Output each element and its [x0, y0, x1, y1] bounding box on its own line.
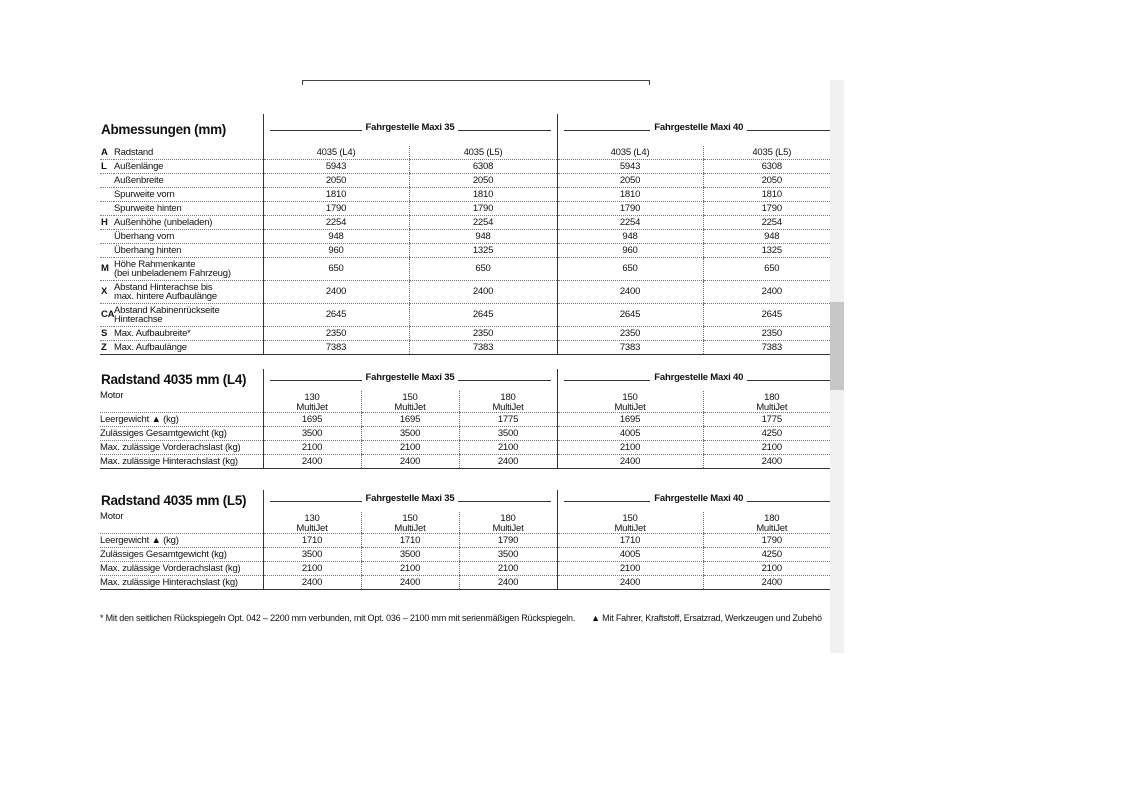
dimension-value: 2254 — [557, 216, 703, 230]
dimension-code — [100, 174, 114, 188]
dimensions-row — [100, 304, 830, 327]
weight-value: 2100 — [703, 441, 830, 455]
dimension-value: 1810 — [409, 188, 557, 202]
engine-power: 180 — [500, 392, 516, 403]
dimension-code: CA — [100, 304, 114, 327]
weight-value: 1695 — [263, 413, 361, 427]
wheelbase-l4-table — [100, 369, 830, 469]
engine-name: MultiJet — [756, 401, 788, 413]
dimension-value: 7383 — [263, 341, 409, 355]
dimension-code: H — [100, 216, 114, 230]
weight-value: 2100 — [557, 562, 703, 576]
dimension-label: Außenhöhe (unbeladen) — [114, 216, 263, 230]
dimension-value: 4035 (L5) — [409, 146, 557, 160]
dimension-label: Überhang vorn — [114, 230, 263, 244]
engine-name: MultiJet — [756, 522, 788, 534]
dimension-label-line2: Hinterachse — [114, 314, 163, 325]
weight-value: 2400 — [263, 455, 361, 469]
weight-value: 2400 — [459, 455, 557, 469]
engine-cell — [459, 391, 557, 413]
dimension-value: 2050 — [409, 174, 557, 188]
weight-value: 2400 — [361, 455, 459, 469]
dimension-label — [114, 304, 263, 327]
l4-weight-row — [100, 427, 830, 441]
dimension-value: 7383 — [703, 341, 830, 355]
dimension-value: 2645 — [703, 304, 830, 327]
engine-cell — [263, 391, 361, 413]
dimension-label: Spurweite vorn — [114, 188, 263, 202]
weight-value: 1710 — [263, 534, 361, 548]
dimension-code: S — [100, 327, 114, 341]
dimension-label: Überhang hinten — [114, 244, 263, 258]
dimensions-row — [100, 146, 830, 160]
l5-header-row — [100, 490, 830, 512]
weight-value: 2400 — [557, 455, 703, 469]
weight-value: 4005 — [557, 427, 703, 441]
l5-weight-row — [100, 534, 830, 548]
dimension-value: 6308 — [409, 160, 557, 174]
dimension-value: 948 — [557, 230, 703, 244]
engine-power: 150 — [402, 513, 418, 524]
dimension-label: Außenbreite — [114, 174, 263, 188]
engine-name: MultiJet — [394, 522, 426, 534]
wheelbase-l5-table — [100, 490, 830, 590]
dimensions-title: Abmessungen (mm) — [101, 122, 226, 137]
dimension-value: 2400 — [409, 281, 557, 304]
dimension-value: 1810 — [557, 188, 703, 202]
dimension-value: 650 — [703, 258, 830, 281]
l5-motor-row — [100, 512, 830, 534]
engine-name: MultiJet — [296, 401, 328, 413]
weight-value: 1695 — [557, 413, 703, 427]
dimension-label — [114, 281, 263, 304]
dimension-value: 2645 — [557, 304, 703, 327]
engine-cell — [703, 512, 830, 534]
dimension-value: 2645 — [409, 304, 557, 327]
dimension-value: 2350 — [557, 327, 703, 341]
dimensions-row — [100, 244, 830, 258]
dimension-value: 2254 — [409, 216, 557, 230]
dimension-value: 1790 — [703, 202, 830, 216]
engine-power: 130 — [304, 392, 320, 403]
dimensions-table — [100, 114, 830, 355]
dimension-code — [100, 230, 114, 244]
l4-group-maxi40: Fahrgestelle Maxi 40 — [557, 369, 830, 391]
vertical-scrollbar[interactable] — [830, 80, 844, 653]
engine-power: 130 — [304, 513, 320, 524]
dimension-value: 1790 — [557, 202, 703, 216]
dimension-label-line1: Abstand Hinterachse bis — [114, 281, 213, 293]
l4-weight-row — [100, 441, 830, 455]
engine-name: MultiJet — [614, 401, 646, 413]
dimension-label-line1: Abstand Kabinenrückseite — [114, 304, 220, 316]
weight-value: 3500 — [361, 427, 459, 441]
engine-power: 150 — [622, 513, 638, 524]
dimension-value: 6308 — [703, 160, 830, 174]
dimension-label-line2: (bei unbeladenem Fahrzeug) — [114, 268, 231, 279]
dimension-value: 5943 — [557, 160, 703, 174]
weight-label: Max. zulässige Hinterachslast (kg) — [100, 455, 263, 469]
dimension-value: 1325 — [703, 244, 830, 258]
weight-value: 1775 — [703, 413, 830, 427]
dimension-code — [100, 244, 114, 258]
weight-value: 4250 — [703, 427, 830, 441]
dimension-value: 2645 — [263, 304, 409, 327]
weight-value: 4250 — [703, 548, 830, 562]
weight-value: 1710 — [361, 534, 459, 548]
weight-value: 2100 — [361, 441, 459, 455]
dimension-value: 650 — [409, 258, 557, 281]
weight-value: 2100 — [263, 562, 361, 576]
engine-name: MultiJet — [296, 522, 328, 534]
dimension-code — [100, 188, 114, 202]
dimension-value: 5943 — [263, 160, 409, 174]
dimensions-row — [100, 327, 830, 341]
weight-value: 1710 — [557, 534, 703, 548]
dimension-value: 948 — [263, 230, 409, 244]
dimension-label: Max. Aufbaulänge — [114, 341, 263, 355]
footnote-curb-weight: ▲ Mit Fahrer, Kraftstoff, Ersatzrad, Werkzeugen und Zubehö — [591, 613, 822, 623]
dimension-value: 1790 — [409, 202, 557, 216]
dimension-value: 1810 — [703, 188, 830, 202]
engine-name: MultiJet — [492, 401, 524, 413]
dimension-label: Außenlänge — [114, 160, 263, 174]
weight-label: Zulässiges Gesamtgewicht (kg) — [100, 427, 263, 441]
l5-weight-row — [100, 562, 830, 576]
dimension-value: 650 — [263, 258, 409, 281]
engine-cell — [459, 512, 557, 534]
weight-value: 2400 — [557, 576, 703, 590]
weight-value: 2400 — [703, 455, 830, 469]
engine-power: 150 — [402, 392, 418, 403]
weight-value: 2100 — [361, 562, 459, 576]
footnotes — [100, 613, 830, 623]
weight-value: 2400 — [703, 576, 830, 590]
dimensions-row — [100, 341, 830, 355]
motor-label: Motor — [100, 512, 263, 534]
dimensions-row — [100, 188, 830, 202]
l4-title: Radstand 4035 mm (L4) — [101, 372, 247, 387]
engine-power: 180 — [764, 513, 780, 524]
scrollbar-thumb[interactable] — [830, 302, 844, 390]
l5-weight-row — [100, 548, 830, 562]
l5-group-maxi35: Fahrgestelle Maxi 35 — [263, 490, 557, 512]
engine-name: MultiJet — [492, 522, 524, 534]
engine-cell — [703, 391, 830, 413]
dimension-value: 1325 — [409, 244, 557, 258]
dimension-value: 2050 — [263, 174, 409, 188]
dimension-label: Radstand — [114, 146, 263, 160]
dimensions-row — [100, 160, 830, 174]
engine-cell — [361, 512, 459, 534]
weight-label: Max. zulässige Vorderachslast (kg) — [100, 441, 263, 455]
l4-weight-row — [100, 413, 830, 427]
weight-label: Zulässiges Gesamtgewicht (kg) — [100, 548, 263, 562]
dimensions-row — [100, 202, 830, 216]
weight-value: 3500 — [361, 548, 459, 562]
engine-cell — [557, 512, 703, 534]
dimension-code — [100, 202, 114, 216]
dimension-label: Max. Aufbaubreite* — [114, 327, 263, 341]
dimension-value: 4035 (L4) — [263, 146, 409, 160]
dimension-code: A — [100, 146, 114, 160]
dimension-value: 960 — [263, 244, 409, 258]
weight-value: 2400 — [263, 576, 361, 590]
group-header-maxi40: Fahrgestelle Maxi 40 — [557, 114, 830, 146]
l5-weight-row — [100, 576, 830, 590]
dimension-code: Z — [100, 341, 114, 355]
dimensions-row — [100, 258, 830, 281]
dimension-value: 7383 — [557, 341, 703, 355]
weight-label: Max. zulässige Vorderachslast (kg) — [100, 562, 263, 576]
weight-value: 4005 — [557, 548, 703, 562]
weight-label: Max. zulässige Hinterachslast (kg) — [100, 576, 263, 590]
dimensions-row — [100, 230, 830, 244]
motor-label: Motor — [100, 391, 263, 413]
l4-weight-row — [100, 455, 830, 469]
engine-name: MultiJet — [614, 522, 646, 534]
dimension-value: 2350 — [409, 327, 557, 341]
weight-value: 1775 — [459, 413, 557, 427]
dimension-value: 7383 — [409, 341, 557, 355]
dimension-label — [114, 258, 263, 281]
dimensions-row — [100, 174, 830, 188]
dimension-value: 2254 — [263, 216, 409, 230]
dimension-value: 2050 — [703, 174, 830, 188]
dimension-label-line2: max. hintere Aufbaulänge — [114, 291, 217, 302]
dimension-value: 650 — [557, 258, 703, 281]
footnote-mirrors: * Mit den seitlichen Rückspiegeln Opt. 042 – 2200 mm verbunden, mit Opt. 036 – 2100 mm mit serienmäßigen Rückspiegeln. — [100, 613, 576, 623]
engine-power: 180 — [500, 513, 516, 524]
dimension-value: 2350 — [703, 327, 830, 341]
dimension-value: 2254 — [703, 216, 830, 230]
dimension-value: 4035 (L4) — [557, 146, 703, 160]
weight-value: 1790 — [459, 534, 557, 548]
dimension-value: 4035 (L5) — [703, 146, 830, 160]
group-header-maxi35: Fahrgestelle Maxi 35 — [263, 114, 557, 146]
weight-value: 3500 — [459, 548, 557, 562]
dimension-label-line1: Höhe Rahmenkante — [114, 258, 196, 270]
weight-label: Leergewicht ▲ (kg) — [100, 534, 263, 548]
dimensions-row — [100, 216, 830, 230]
dimension-value: 948 — [409, 230, 557, 244]
engine-cell — [361, 391, 459, 413]
dimension-label: Spurweite hinten — [114, 202, 263, 216]
dimension-value: 2350 — [263, 327, 409, 341]
dimension-code: X — [100, 281, 114, 304]
weight-value: 1695 — [361, 413, 459, 427]
dimension-value: 1790 — [263, 202, 409, 216]
dimension-value: 2400 — [557, 281, 703, 304]
weight-value: 1790 — [703, 534, 830, 548]
weight-value: 3500 — [263, 548, 361, 562]
weight-value: 2100 — [703, 562, 830, 576]
l5-group-maxi40: Fahrgestelle Maxi 40 — [557, 490, 830, 512]
l5-title: Radstand 4035 mm (L5) — [101, 493, 247, 508]
dimension-code: M — [100, 258, 114, 281]
dimension-value: 2050 — [557, 174, 703, 188]
weight-value: 2400 — [361, 576, 459, 590]
weight-value: 3500 — [459, 427, 557, 441]
engine-name: MultiJet — [394, 401, 426, 413]
l4-motor-row — [100, 391, 830, 413]
weight-value: 2100 — [459, 562, 557, 576]
dimension-code: L — [100, 160, 114, 174]
top-rule — [302, 80, 650, 81]
weight-value: 2100 — [263, 441, 361, 455]
weight-value: 2100 — [459, 441, 557, 455]
dimension-value: 1810 — [263, 188, 409, 202]
weight-value: 3500 — [263, 427, 361, 441]
engine-cell — [263, 512, 361, 534]
engine-cell — [557, 391, 703, 413]
dimension-value: 948 — [703, 230, 830, 244]
weight-label: Leergewicht ▲ (kg) — [100, 413, 263, 427]
dimensions-row — [100, 281, 830, 304]
dimensions-header-row — [100, 114, 830, 146]
engine-power: 180 — [764, 392, 780, 403]
dimension-value: 2400 — [703, 281, 830, 304]
engine-power: 150 — [622, 392, 638, 403]
weight-value: 2400 — [459, 576, 557, 590]
dimension-value: 960 — [557, 244, 703, 258]
dimension-value: 2400 — [263, 281, 409, 304]
l4-group-maxi35: Fahrgestelle Maxi 35 — [263, 369, 557, 391]
weight-value: 2100 — [557, 441, 703, 455]
l4-header-row — [100, 369, 830, 391]
